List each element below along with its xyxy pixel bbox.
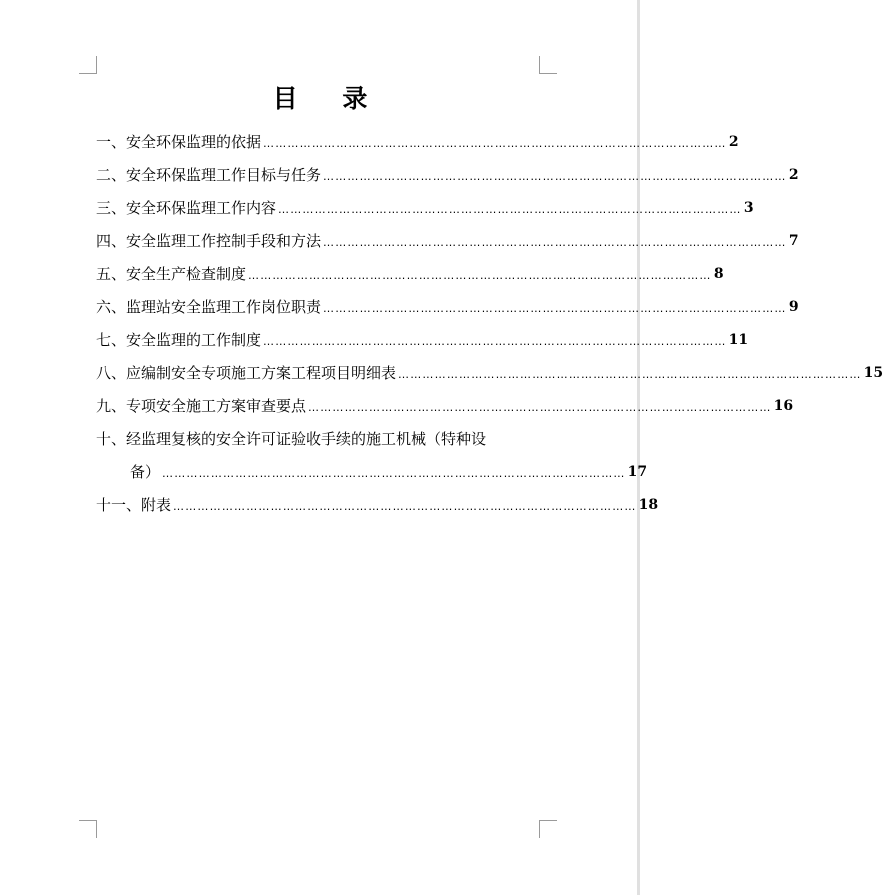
toc-entry-label: 三、安全环保监理工作内容 — [96, 199, 277, 217]
toc-page-number: 2 — [788, 167, 799, 183]
toc-entry-label: 五、安全生产检查制度 — [96, 265, 247, 283]
toc-entry-label: 十、经监理复核的安全许可证验收手续的施工机械（特种设 — [96, 430, 487, 448]
toc-page-number: 2 — [728, 134, 739, 150]
toc-entry[interactable] — [96, 390, 794, 423]
toc-entry[interactable] — [96, 324, 749, 357]
toc-entry-label-continued: 备） — [130, 463, 161, 481]
toc-title: 目 录 — [272, 84, 386, 113]
toc-leader-dots: …………………………………………………………………………………………………… — [323, 302, 787, 315]
toc-page-number: 17 — [627, 464, 648, 480]
toc-page-number: 9 — [788, 299, 799, 315]
toc-entry-label: 四、安全监理工作控制手段和方法 — [96, 232, 322, 250]
crop-mark-bottom-left — [79, 820, 97, 838]
crop-mark-bottom-right — [539, 820, 557, 838]
toc-entry[interactable] — [96, 423, 648, 489]
toc-entry-label: 十一、附表 — [96, 496, 172, 514]
toc-page-number: 11 — [728, 332, 749, 348]
toc-leader-dots: …………………………………………………………………………………………………… — [278, 203, 742, 216]
toc-entry-label: 二、安全环保监理工作目标与任务 — [96, 166, 322, 184]
toc-page-number: 18 — [638, 497, 659, 513]
toc-entry-label: 七、安全监理的工作制度 — [96, 331, 262, 349]
toc-page-number: 8 — [713, 266, 724, 282]
toc-entry-line — [96, 423, 542, 456]
toc-leader-dots: …………………………………………………………………………………………………… — [162, 467, 626, 480]
toc-leader-dots: …………………………………………………………………………………………………… — [173, 500, 637, 513]
toc-leader-dots: …………………………………………………………………………………………………… — [323, 236, 787, 249]
toc-page-number: 16 — [773, 398, 794, 414]
toc-entry[interactable] — [96, 291, 799, 324]
toc-leader-dots: …………………………………………………………………………………………………… — [263, 137, 727, 150]
toc-entry[interactable] — [96, 126, 739, 159]
toc-leader-dots: …………………………………………………………………………………………………… — [323, 170, 787, 183]
toc-leader-dots: …………………………………………………………………………………………………… — [263, 335, 727, 348]
toc-page-number: 7 — [788, 233, 799, 249]
toc-entry-label: 六、监理站安全监理工作岗位职责 — [96, 298, 322, 316]
toc-entry[interactable] — [96, 258, 724, 291]
toc-leader-dots: …………………………………………………………………………………………………… — [248, 269, 712, 282]
toc-entry-label: 八、应编制安全专项施工方案工程项目明细表 — [96, 364, 397, 382]
toc-leader-dots: …………………………………………………………………………………………………… — [398, 368, 862, 381]
toc-entry-label: 一、安全环保监理的依据 — [96, 133, 262, 151]
toc-entry[interactable] — [96, 192, 754, 225]
crop-mark-top-left — [79, 56, 97, 74]
toc-page-number: 15 — [863, 365, 883, 381]
toc-entry[interactable] — [96, 159, 799, 192]
toc-entry-line — [96, 456, 648, 489]
toc-entry[interactable] — [96, 489, 659, 522]
toc-page-number: 3 — [743, 200, 754, 216]
toc-entry-label: 九、专项安全施工方案审查要点 — [96, 397, 307, 415]
toc-entry[interactable] — [96, 357, 883, 390]
crop-mark-top-right — [539, 56, 557, 74]
toc-leader-dots: …………………………………………………………………………………………………… — [308, 401, 772, 414]
toc-entry[interactable] — [96, 225, 799, 258]
toc-list — [96, 126, 883, 522]
